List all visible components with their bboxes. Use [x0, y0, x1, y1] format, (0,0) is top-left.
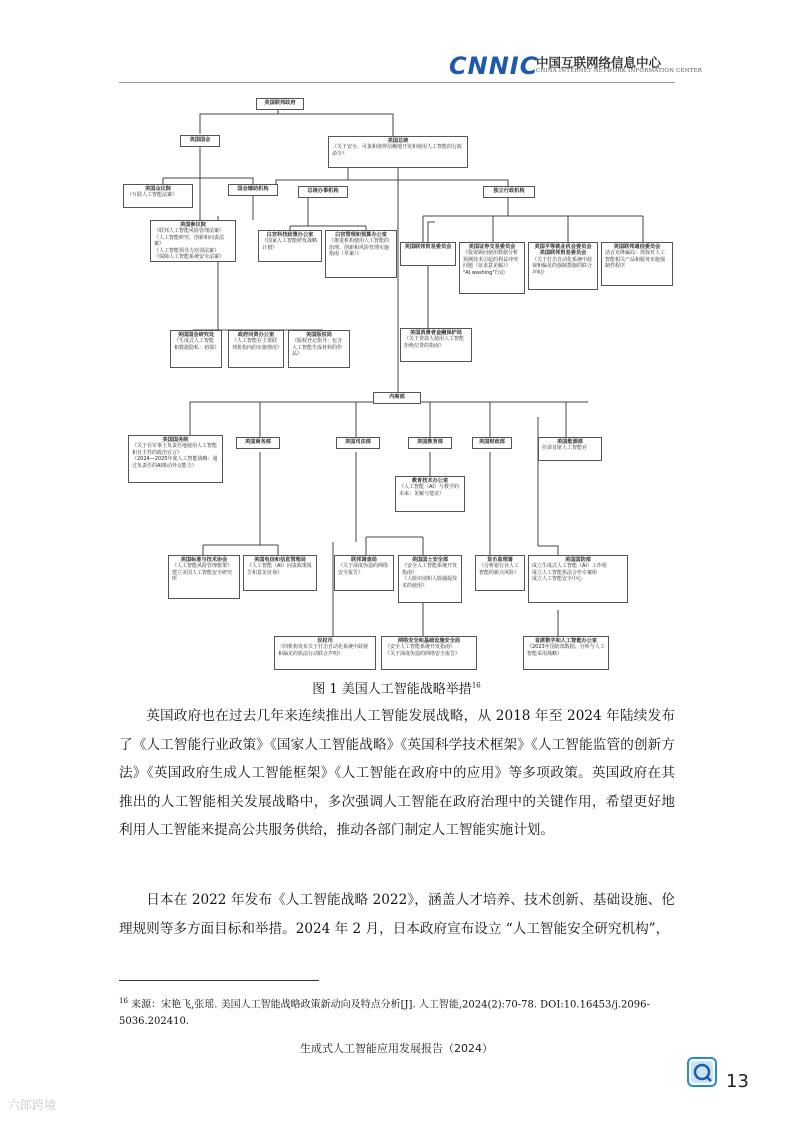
- report-footer-title: 生成式人工智能应用发展报告（2024）: [300, 1042, 493, 1055]
- box-omb: 白宫管理和预算办公室 《推进机构使用人工智能的治理、创新和风险管理实施指南（草案）》: [325, 230, 397, 278]
- page-number: 13: [726, 1071, 749, 1092]
- box-ntia: 美国电信和信息管理局 《人工智能（AI）问责政策报告和意见征询》: [243, 555, 317, 591]
- box-nist: 美国标准与技术协会 《人工智能风险管理框架》 建立美国人工智能安全研究所: [168, 555, 240, 599]
- box-occ: 货币监理署 《分析银行业人工智能的新兴风险》: [475, 555, 525, 591]
- footnote-number: 16: [119, 997, 128, 1005]
- cnnic-logo-english: CHINA INTERNET NETWORK INFORMATION CENTER: [536, 68, 703, 74]
- box-doe: 美国能源部 任命首席人工智能官: [538, 437, 602, 461]
- box-dhs: 美国国土安全部 《安全人工智能系统开发指南》 《人脸识别和人脸捕捉技术的使用》: [398, 555, 462, 603]
- footnote-rule: [119, 980, 319, 981]
- box-copyright-office: 美国版权局 《版权登记指导：包含人工智能生成材料的作品》: [288, 330, 350, 368]
- box-dod: 美国国防部 成立生成式人工智能（AI）工作组 成立人工智能执法合作专案组 成立人工智能安全中心: [528, 555, 628, 603]
- box-fbi: 联邦调查局 《关于深度伪造的网络安全报告》: [334, 555, 394, 591]
- box-ed: 美国教育部: [408, 437, 452, 449]
- box-eeoc: 美国平等就业机会委员会 美国联邦贸易委员会 《关于打击自动化系统中歧视和偏见的强制措施的联合声明》: [528, 242, 598, 290]
- box-cfpb: 美国消费者金融保护局 《关于贷款人使用人工智能拒绝信贷的指南》: [400, 328, 472, 362]
- box-sec: 美国证券交易委员会 《投资顾问使用数据分析预测技术引起的利益冲突问题（征求意见稿）》 "AI washing"行动: [459, 242, 525, 294]
- box-senate: 美国参议院 《联邦人工智能风险管理法案》 《人工智能研究、创新和问责法案》 《人工智能领导力培训法案》 《保障人工智能系统安全法案》: [150, 220, 236, 262]
- box-exec-office: 总统办事机构: [298, 186, 348, 198]
- box-cdao: 首席数字和人工智能办公室 《2023年国防部数据、分析与人工智能采用战略》: [523, 636, 609, 670]
- box-house: 美国众议院 《互联人工智能法案》: [123, 184, 193, 208]
- box-fcc: 美国联邦通信委员会 话音克隆骗局：授权对人工智能相关产品和服务实施强制性程序: [601, 242, 673, 286]
- box-doc: 美国商务部: [236, 437, 280, 449]
- box-edtech-office: 教育技术办公室 《人工智能（AI）与教学的未来：见解与建议》: [395, 476, 465, 512]
- cnnic-logo-chinese: 中国互联网络信息中心: [536, 55, 662, 70]
- box-cabinet: 内阁部: [373, 392, 421, 404]
- report-corner-logo-icon: [687, 1057, 717, 1087]
- box-ostp: 白宫科技政策办公室 《国家人工智能研发战略计划》: [258, 230, 322, 262]
- box-crs: 美国国会研究处 《生成式人工智能和数据隐私：初探》: [170, 330, 222, 368]
- box-congress-agencies: 国会辅助机构: [228, 184, 278, 196]
- box-independent-agencies: 独立行政机构: [483, 186, 535, 198]
- box-us-federal-gov: 美国联邦政府: [256, 98, 304, 110]
- figure-caption: 图 1 美国人工智能战略举措$^{16}$: [312, 681, 481, 697]
- box-president: 美国总统 《关于安全、可靠和值得信赖地开发和使用人工智能的行政命令》: [328, 136, 468, 168]
- caption-footnote-ref: 16: [471, 681, 481, 690]
- box-civil-rights: 民权司 《四机构发布关于打击自动化系统中歧视和偏见的执法行动联合声明》: [274, 636, 376, 670]
- paragraph-uk: 英国政府也在过去几年来连续推出人工智能发展战略，从 2018 年至 2024 年陆续发布了《人工智能行业政策》《国家人工智能战略》《英国科学技术框架》《人工智能监管的创新方法》《英国政府生成人工智能框架》《人工智能在政府中的应用》等多项政策。英国政府在其推出的人工智能相关发展战略中，多次强调人工智能在政府治理中的关键作用，希望更好地利用人工智能来提高公共服务供给，推动各部门制定人工智能实施计划。: [119, 708, 675, 838]
- box-congress: 美国国会: [180, 135, 220, 147]
- watermark: 六郎跨境: [8, 1098, 57, 1112]
- box-treasury: 美国财政部: [472, 437, 512, 449]
- footnote-text: 来源：宋艳飞,张瑶. 美国人工智能战略政策新动向及特点分析[J]. 人工智能,2024(2):70-78. DOI:10.16453/j.2096-5036.202410.: [119, 999, 650, 1028]
- box-ftc: 美国联邦贸易委员会: [400, 242, 456, 266]
- header-rule: [119, 82, 675, 83]
- box-dos: 美国国务院 《关于在军事上负责任地使用人工智能和自主性的政治宣言》 《2024—2025年度人工智能战略：通过负责任的AI推动外交能力》: [128, 435, 223, 483]
- footnote: [119, 993, 675, 1030]
- us-ai-strategy-diagram: [118, 92, 675, 670]
- cnnic-logo-wordmark: CNNIC: [449, 52, 539, 80]
- box-cisa: 网络安全和基础设施安全局 《安全人工智能系统开发指南》 《关于深度伪造的网络安全报告》: [381, 636, 477, 670]
- box-doj: 美国司法部: [336, 437, 380, 449]
- box-gao: 政府问责办公室 《人工智能在主要联邦机构内的实施情况》: [228, 330, 284, 368]
- paragraph-japan: 日本在 2022 年发布《人工智能战略 2022》，涵盖人才培养、技术创新、基础设施、伦理规则等多方面目标和举措。2024 年 2 月，日本政府宣布设立 “人工智能安全研究机构”，: [119, 892, 675, 937]
